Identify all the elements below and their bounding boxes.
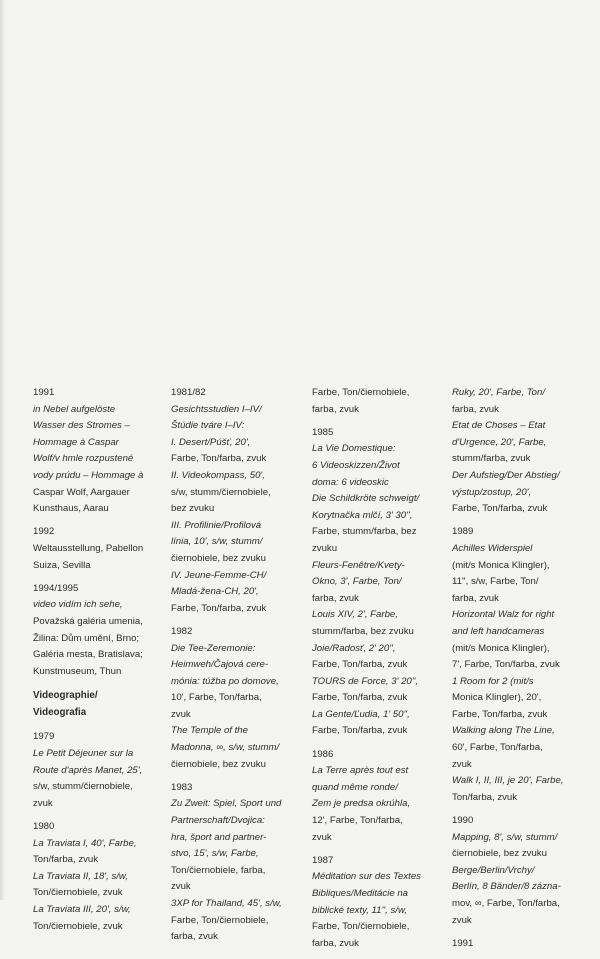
work-title-line: hra, šport and partner-: [171, 831, 267, 843]
work-title-line: IV. Jeune-Femme-CH/: [171, 569, 267, 581]
work-title-line: Die Schildkröte schweigt/: [312, 493, 420, 505]
work-detail-line: zvuk: [452, 758, 472, 770]
work-title-line: and left handcameras: [452, 625, 545, 637]
work-title-line: 3XP for Thailand, 45', s/w,: [171, 898, 282, 909]
year-entry: [33, 729, 151, 812]
year-label: 1989: [452, 526, 474, 538]
year-entry: [171, 780, 289, 946]
work-detail-line: Ton/farba, zvuk: [33, 854, 99, 866]
work-detail-line: čiernobiele, bez zvuku: [171, 552, 266, 564]
work-title-line: biblické texty, 11'', s/w,: [312, 904, 408, 916]
section-heading-line: Videographie/: [33, 690, 98, 702]
year-label: 1981/82: [171, 387, 206, 398]
work-detail-line: Farbe, Ton/farba, zvuk: [312, 692, 408, 704]
work-title-line: línia, 10', s/w, stumm/: [171, 536, 263, 548]
year-label: 1985: [312, 426, 334, 438]
work-detail-line: Ton/čiernobiele, zvuk: [33, 887, 123, 899]
work-title-line: Achilles Widerspiel: [452, 542, 533, 554]
work-title-line: Der Aufstieg/Der Abstieg/: [452, 469, 560, 481]
work-title-line: Okno, 3', Farbe, Ton/: [312, 576, 402, 588]
work-title-line: La Terre après tout est: [312, 765, 409, 777]
column-3: [312, 385, 430, 959]
column-2: [171, 385, 289, 952]
work-detail-line: s/w, stumm/čiernobiele,: [171, 486, 271, 498]
work-title-line: Mladá-žena-CH, 20',: [171, 586, 259, 598]
work-detail-line: Kunstmuseum, Thun: [33, 665, 122, 677]
year-label: 1980: [33, 821, 55, 833]
work-title-line: The Temple of the: [171, 725, 248, 737]
work-title-line: Route d'après Manet, 25',: [33, 764, 143, 776]
year-label: 1991: [33, 387, 55, 398]
work-detail-line: čiernobiele, bez zvuku: [171, 758, 266, 770]
year-entry: [33, 524, 151, 574]
work-title-line: La Vie Domestique:: [312, 443, 396, 455]
year-label: 1983: [171, 781, 193, 793]
work-detail-line: Caspar Wolf, Aargauer: [33, 486, 130, 498]
work-detail-line: mov, ∞, Farbe, Ton/farba,: [452, 898, 560, 909]
work-title-line: La Gente/Ľudia, 1' 50'',: [312, 708, 410, 720]
work-title-line: Korytnačka mlčí, 3' 30'',: [312, 509, 413, 521]
work-title-line: Zu Zweit: Spiel, Sport und: [171, 798, 282, 810]
work-detail-line: Farbe, Ton/čiernobiele,: [312, 387, 410, 398]
year-entry: [33, 581, 151, 681]
work-detail-line: stumm/farba, bez zvuku: [312, 625, 414, 637]
work-detail-line: Považská galéria umenia,: [33, 615, 143, 627]
year-entry: [452, 385, 570, 518]
work-title-line: La Traviata II, 18', s/w,: [33, 870, 128, 882]
work-title-line: in Nebel aufgelöste: [33, 403, 116, 415]
work-title-line: La Traviata III, 20', s/w,: [33, 904, 131, 915]
work-detail-line: čiernobiele, bez zvuku: [452, 848, 547, 860]
year-label: 1982: [171, 625, 193, 637]
year-label: 1990: [452, 815, 474, 827]
year-entry: [312, 385, 430, 418]
work-detail-line: Kunsthaus, Aarau: [33, 503, 109, 515]
work-detail-line: Farbe, Ton/farba, zvuk: [452, 708, 548, 720]
year-entry: [452, 936, 570, 953]
work-detail-line: Ton/čiernobiele, farba,: [171, 864, 266, 876]
work-title-line: I. Desert/Púšť, 20',: [171, 436, 251, 448]
work-detail-line: farba, zvuk: [312, 403, 359, 415]
work-title-line: mónia: túžba po domove,: [171, 675, 279, 687]
work-detail-line: bez zvuku: [171, 503, 215, 515]
work-detail-line: 7', Farbe, Ton/farba, zvuk: [452, 659, 560, 671]
work-title-line: La Traviata I, 40', Farbe,: [33, 837, 137, 849]
year-entry: [312, 425, 430, 740]
year-entry: [33, 819, 151, 935]
work-title-line: Zem je predsa okrúhla,: [312, 798, 411, 810]
work-title-line: video vidím ich sehe,: [33, 599, 123, 611]
work-detail-line: 10', Farbe, Ton/farba,: [171, 692, 262, 704]
year-label: 1979: [33, 731, 55, 743]
work-detail-line: Žilina: Dům umění, Brno;: [33, 632, 140, 644]
page-gutter-shadow: [0, 0, 5, 900]
work-title-line: výstup/zostup, 20',: [452, 486, 532, 498]
work-detail-line: Farbe, Ton/farba, zvuk: [171, 453, 267, 465]
work-detail-line: zvuku: [312, 542, 338, 554]
work-detail-line: farba, zvuk: [452, 592, 499, 604]
work-title-line: III. Profilinie/Profilová: [171, 519, 262, 531]
section-heading-line: Videografia: [33, 706, 87, 718]
work-title-line: Partnerschaft/Dvojica:: [171, 815, 265, 827]
work-detail-line: Farbe, Ton/čiernobiele,: [171, 914, 269, 926]
work-title-line: Heimweh/Čajová cere-: [171, 659, 269, 671]
year-label: 1994/1995: [33, 582, 79, 594]
year-entry: [312, 853, 430, 953]
work-detail-line: zvuk: [171, 708, 191, 720]
work-title-line: Berge/Berlin/Vrchy/: [452, 864, 535, 876]
work-detail-line: Farbe, Ton/farba, zvuk: [312, 725, 408, 737]
work-title-line: Wolf/v hmle rozpustené: [33, 453, 134, 465]
work-title-line: Louis XIV, 2', Farbe,: [312, 609, 398, 621]
work-detail-line: Suiza, Sevilla: [33, 559, 91, 571]
work-detail-line: farba, zvuk: [452, 403, 499, 415]
work-detail-line: farba, zvuk: [171, 931, 218, 943]
work-title-line: Fleurs-Fenêtre/Kvety-: [312, 559, 405, 571]
work-detail-line: Ton/farba, zvuk: [452, 791, 518, 803]
year-entry: [33, 385, 151, 518]
work-detail-line: zvuk: [312, 831, 332, 843]
work-title-line: Gesichtsstudien I–IV/: [171, 403, 262, 415]
year-entry: [171, 624, 289, 773]
work-detail-line: Galéria mesta, Bratislava;: [33, 649, 143, 661]
work-detail-line: Ton/čiernobiele, zvuk: [33, 920, 123, 932]
work-title-line: 6 Videoskizzen/Život: [312, 459, 400, 471]
work-detail-line: zvuk: [452, 914, 472, 926]
work-title-line: II. Videokompass, 50',: [171, 469, 265, 481]
section-heading: [33, 688, 151, 721]
work-detail-line: Farbe, Ton/farba, zvuk: [171, 602, 267, 614]
work-detail-line: 11'', s/w, Farbe, Ton/: [452, 576, 539, 588]
work-detail-line: 12', Farbe, Ton/farba,: [312, 815, 403, 827]
work-detail-line: s/w, stumm/čiernobiele,: [33, 781, 133, 793]
work-title-line: Wasser des Stromes –: [33, 420, 130, 432]
work-title-line: d'Urgence, 20', Farbe,: [452, 436, 547, 448]
work-title-line: Bibliques/Meditácie na: [312, 888, 408, 899]
work-detail-line: farba, zvuk: [312, 592, 359, 604]
work-title-line: Ruky, 20', Farbe, Ton/: [452, 387, 546, 398]
year-entry: [452, 524, 570, 806]
work-detail-line: (mit/s Monica Klingler),: [452, 642, 550, 654]
column-1: [33, 385, 151, 942]
work-detail-line: Farbe, stumm/farba, bez: [312, 526, 417, 538]
work-title-line: Die Tee-Zeremonie:: [171, 642, 256, 654]
work-title-line: Walk I, II, III, je 20', Farbe,: [452, 775, 564, 787]
work-detail-line: Weltausstellung, Pabellon: [33, 542, 144, 554]
work-detail-line: zvuk: [171, 881, 191, 893]
work-detail-line: stumm/farba, zvuk: [452, 453, 531, 465]
work-detail-line: Farbe, Ton/farba, zvuk: [312, 659, 408, 671]
work-title-line: Etat de Choses – Etat: [452, 420, 546, 432]
work-title-line: Le Petit Déjeuner sur la: [33, 748, 134, 760]
work-title-line: 1 Room for 2 (mit/s: [452, 675, 534, 687]
year-label: 1986: [312, 748, 334, 760]
year-label: 1991: [452, 937, 474, 949]
year-label: 1992: [33, 526, 55, 538]
work-title-line: stvo, 15', s/w, Farbe,: [171, 848, 259, 860]
work-title-line: quand même ronde/: [312, 781, 398, 793]
work-detail-line: (mit/s Monica Klingler),: [452, 559, 550, 571]
work-title-line: Walking along The Line,: [452, 725, 555, 737]
work-title-line: doma: 6 videoskic: [312, 476, 389, 488]
year-entry: [171, 385, 289, 617]
work-detail-line: 60', Farbe, Ton/farba,: [452, 742, 543, 754]
work-title-line: Hommage à Caspar: [33, 436, 119, 448]
year-entry: [452, 813, 570, 929]
work-title-line: Madonna, ∞, s/w, stumm/: [171, 742, 280, 754]
work-detail-line: Monica Klingler), 20',: [452, 692, 542, 704]
work-detail-line: zvuk: [33, 797, 53, 809]
work-title-line: Joie/Radosť, 2' 20'',: [312, 642, 396, 654]
year-entry: [312, 747, 430, 847]
work-detail-line: farba, zvuk: [312, 937, 359, 949]
work-title-line: Mapping, 8', s/w, stumm/: [452, 831, 558, 843]
work-title-line: vody prúdu – Hommage à: [33, 469, 144, 481]
work-title-line: Štúdie tváre I–IV:: [171, 420, 245, 432]
work-detail-line: Farbe, Ton/farba, zvuk: [452, 503, 548, 515]
work-title-line: TOURS de Force, 3' 20'',: [312, 675, 419, 687]
work-title-line: Berlín, 8 Bänder/8 zázna-: [452, 881, 561, 893]
work-detail-line: Farbe, Ton/čiernobiele,: [312, 921, 410, 933]
work-title-line: Méditation sur des Textes: [312, 871, 421, 883]
column-4: [452, 385, 570, 959]
year-label: 1987: [312, 854, 334, 866]
work-title-line: Horizontal Walz for right: [452, 609, 555, 621]
